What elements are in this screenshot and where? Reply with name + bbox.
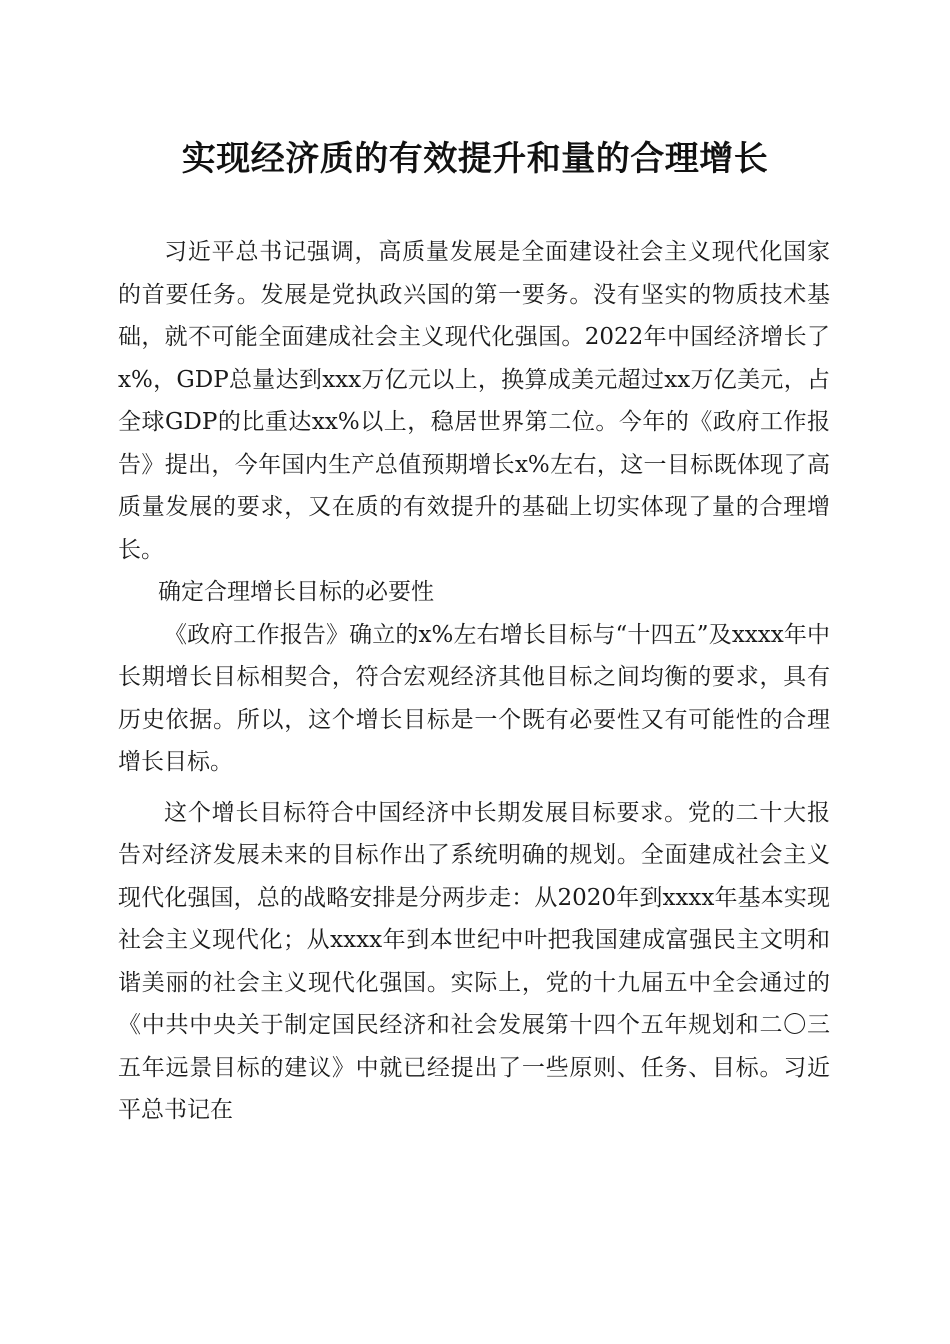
paragraph-goal: 《政府工作报告》确立的x%左右增长目标与“十四五”及xxxx年中长期增长目标相契合，符合宏观经济其他目标之间均衡的要求，具有历史依据。所以，这个增长目标是一个既有必要性又有可能性的合理增长目标。 xyxy=(118,621,830,775)
section-heading: 确定合理增长目标的必要性 xyxy=(158,579,434,605)
paragraph-longterm: 这个增长目标符合中国经济中长期发展目标要求。党的二十大报告对经济发展未来的目标作出了系统明确的规划。全面建成社会主义现代化强国，总的战略安排是分两步走：从2020年到xxxx年基本实现社会主义现代化；从xxxx年到本世纪中叶把我国建成富强民主文明和谐美丽的社会主义现代化强国。实际上，党的十九届五中全会通过的《中共中央关于制定国民经济和社会发展第十四个五年规划和二〇三五年远景目标的建议》中就已经提出了一些原则、任务、目标。习近平总书记在 xyxy=(118,799,830,1123)
paragraph-intro: 习近平总书记强调，高质量发展是全面建设社会主义现代化国家的首要任务。发展是党执政兴国的第一要务。没有坚实的物质技术基础，就不可能全面建成社会主义现代化强国。2022年中国经济增长了x%，GDP总量达到xxx万亿元以上，换算成美元超过xx万亿美元，占全球GDP的比重达xx%以上，稳居世界第二位。今年的《政府工作报告》提出，今年国内生产总值预期增长x%左右，这一目标既体现了高质量发展的要求，又在质的有效提升的基础上切实体现了量的合理增长。 xyxy=(118,239,830,563)
document-body xyxy=(118,231,830,1132)
document-title: 实现经济质的有效提升和量的合理增长 xyxy=(181,139,769,179)
